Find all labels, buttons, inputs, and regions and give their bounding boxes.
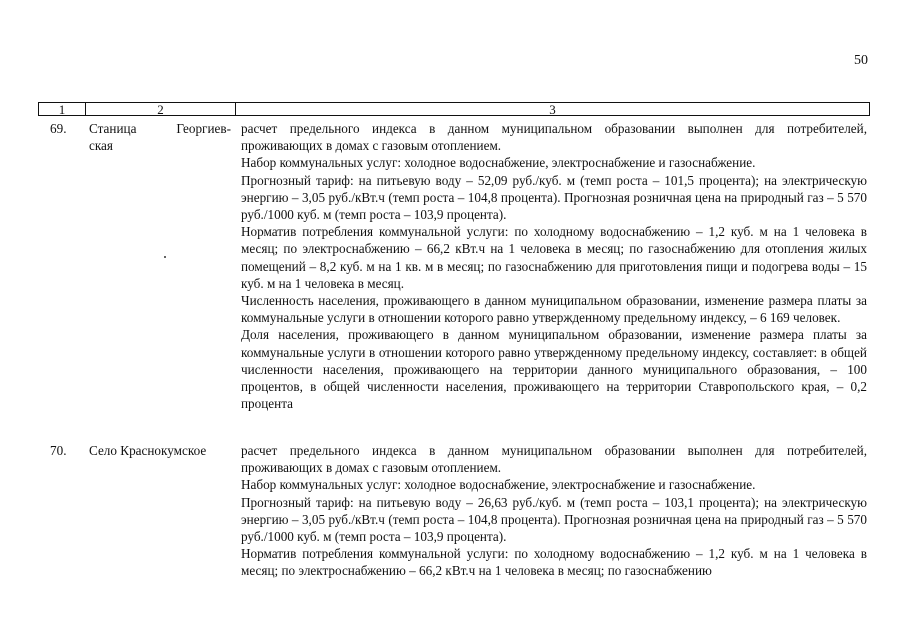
paragraph: Норматив потребления коммунальной услуги: по холодному водоснабжению – 1,2 куб. м на 1 человека в месяц; по электроснабжению – 66,2 кВт.ч на 1 человека в месяц; по газоснабжению для отопления жилых помещений – 8,2 куб. м на 1 кв. м в месяц; по газоснабжению для приготовления пищи и подогрева воды – 15 куб. м на 1 человека в месяц. [241, 224, 867, 291]
header-col-3: 3 [549, 102, 556, 117]
paragraph: расчет предельного индекса в данном муниципальном образовании выполнен для потребителей, проживающих в домах с газовым отоплением. [241, 121, 867, 154]
settlement-name-line2: ская [89, 138, 113, 154]
row-number: 69. [50, 121, 67, 136]
settlement-name [89, 120, 231, 154]
row-number: 70. [50, 443, 67, 458]
paragraph: Прогнозный тариф: на питьевую воду – 52,09 руб./куб. м (темп роста – 101,5 процента); на электрическую энергию – 3,05 руб./кВт.ч (темп роста – 104,8 процента). Прогнозная розничная цена на природный газ – 5 570 руб./1000 куб. м (темп роста – 103,9 процента). [241, 172, 867, 223]
paragraph: Набор коммунальных услуг: холодное водоснабжение, электроснабжение и газоснабжение. [241, 477, 756, 493]
paragraph: расчет предельного индекса в данном муниципальном образовании выполнен для потребителей, проживающих в домах с газовым отоплением. [241, 443, 867, 476]
paragraph: Численность населения, проживающего в данном муниципальном образовании, изменение размера платы за коммунальные услуги в отношении которого равно утвержденному предельному индексу, – 6 169 человек. [241, 293, 867, 326]
settlement-name-line1: Село Краснокумское [89, 443, 207, 458]
paragraph: Доля населения, проживающего в данном муниципальном образовании, изменение размера платы за коммунальные услуги в отношении которого равно утвержденному предельному индексу, составляет: в общей численности населения, проживающего на территории данного муниципального образования, – 100 процентов, в общей численности населения, проживающего на территории Ставропольского края, – 0,2 процента [241, 327, 867, 412]
table-header [38, 102, 870, 116]
paragraph: Набор коммунальных услуг: холодное водоснабжение, электроснабжение и газоснабжение. [241, 155, 756, 171]
entry-description [241, 120, 867, 412]
paragraph: Прогнозный тариф: на питьевую воду – 26,63 руб./куб. м (темп роста – 103,1 процента); на электрическую энергию – 3,05 руб./кВт.ч (темп роста – 104,8 процента). Прогнозная розничная цена на природный газ – 5 570 руб./1000 куб. м (темп роста – 103,9 процента). [241, 494, 867, 545]
header-col-1: 1 [39, 103, 86, 115]
settlement-name [89, 442, 231, 459]
paragraph: Норматив потребления коммунальной услуги: по холодному водоснабжению – 1,2 куб. м на 1 человека в месяц; по электроснабжению – 66,2 кВт.ч на 1 человека в месяц; по газоснабжению [241, 546, 867, 579]
stray-mark [164, 256, 166, 258]
header-col-2: 2 [86, 103, 236, 115]
page-number: 50 [854, 53, 868, 68]
entry-description [241, 442, 867, 580]
settlement-name-line1: Станица Георгиев- [89, 121, 231, 136]
